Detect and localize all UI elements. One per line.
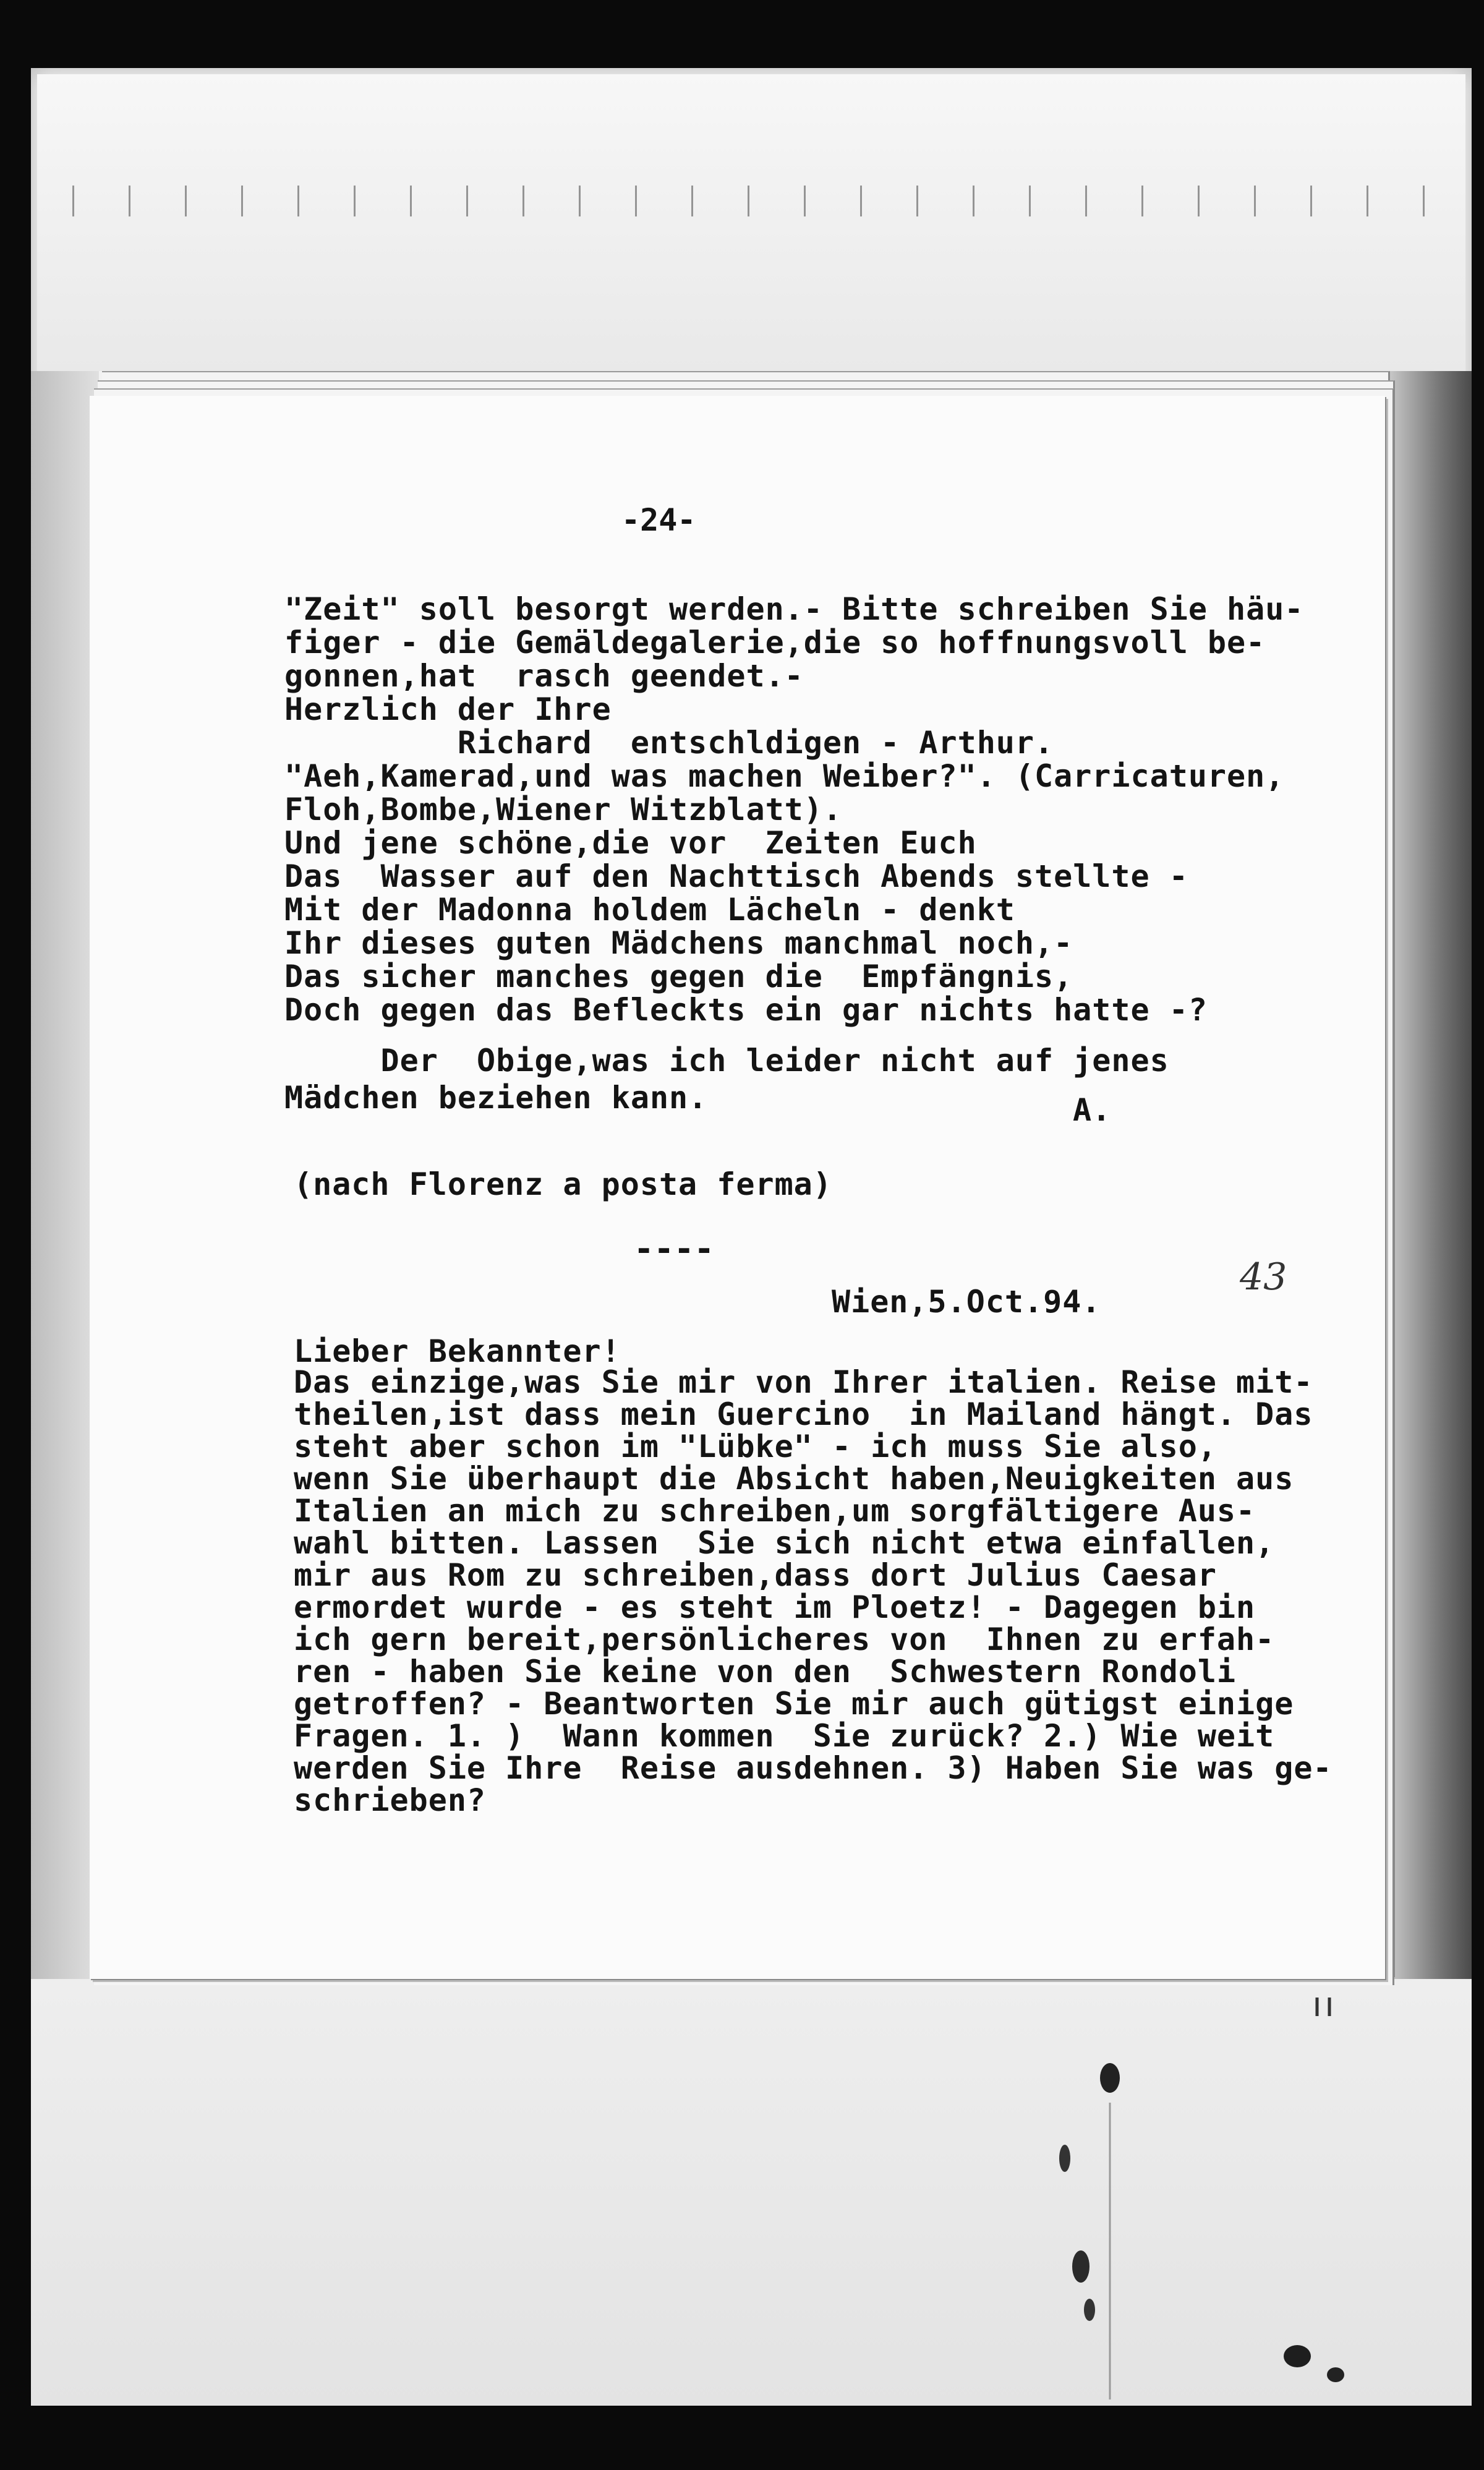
letter-one-line: Floh,Bombe,Wiener Witzblatt). [284, 792, 842, 827]
letter-two-line: wahl bitten. Lassen Sie sich nicht etwa einfallen, [294, 1525, 1275, 1561]
ink-spot [1084, 2299, 1095, 2321]
ink-spot [1100, 2063, 1120, 2093]
handwritten-page-number: 43 [1240, 1255, 1287, 1299]
letter-one-line: Das sicher manches gegen die Empfängnis, [284, 959, 1073, 994]
address-note: (nach Florenz a posta ferma) [294, 1166, 832, 1202]
letter-two-line: theilen,ist dass mein Guercino in Mailand hängt. Das [294, 1396, 1313, 1432]
letter-one-line: Richard entschldigen - Arthur. [284, 725, 1054, 761]
letter-two-line: getroffen? - Beantworten Sie mir auch gütigst einige [294, 1686, 1294, 1722]
postscript-line: Mädchen beziehen kann. [284, 1080, 708, 1116]
postscript-initial: A. [1073, 1092, 1112, 1128]
letter-one-line: gonnen,hat rasch geendet.- [284, 658, 804, 694]
letter-one-line: Doch gegen das Befleckts ein gar nichts hatte -? [284, 992, 1208, 1028]
letter-two-line: ermordet wurde - es steht im Ploetz! - Dagegen bin [294, 1589, 1256, 1625]
letter-one-line: Mit der Madonna holdem Lächeln - denkt [284, 892, 1015, 928]
ink-spot [1059, 2145, 1070, 2172]
letter-two-line: schrieben? [294, 1782, 487, 1818]
letter-one-line: "Zeit" soll besorgt werden.- Bitte schreiben Sie häu- [284, 591, 1304, 627]
letter-two-line: Das einzige,was Sie mir von Ihrer italien. Reise mit- [294, 1364, 1313, 1400]
ink-spot [1284, 2345, 1311, 2367]
letter-two-line: Lieber Bekannter! [294, 1333, 621, 1369]
ink-spot [1327, 2367, 1344, 2382]
letter-two-line: wenn Sie überhaupt die Absicht haben,Neuigkeiten aus [294, 1461, 1294, 1497]
letter-two-line: Fragen. 1. ) Wann kommen Sie zurück? 2.) Wie weit [294, 1718, 1275, 1754]
letter-one-line: "Aeh,Kamerad,und was machen Weiber?". (Carricaturen, [284, 758, 1285, 794]
letter-one-line: Das Wasser auf den Nachttisch Abends stellte - [284, 858, 1188, 894]
page-number: -24- [621, 502, 696, 538]
letter-two-line: mir aus Rom zu schreiben,dass dort Julius Caesar [294, 1557, 1217, 1593]
letter-one-line: Ihr dieses guten Mädchens manchmal noch,- [284, 925, 1073, 961]
letter-two-line: Italien an mich zu schreiben,um sorgfältigere Aus- [294, 1493, 1256, 1529]
letter-two-line: steht aber schon im "Lübke" - ich muss Sie also, [294, 1429, 1217, 1464]
postscript-line: Der Obige,was ich leider nicht auf jenes [284, 1043, 1169, 1079]
letter-two-line: ich gern bereit,persönlicheres von Ihnen zu erfah- [294, 1622, 1275, 1657]
letter-two-line: werden Sie Ihre Reise ausdehnen. 3) Haben Sie was ge- [294, 1750, 1333, 1786]
ink-spot [1072, 2250, 1090, 2283]
letter-separator: ---- [634, 1229, 715, 1268]
letter-one-line: Herzlich der Ihre [284, 691, 612, 727]
letter-two-line: ren - haben Sie keine von den Schwestern Rondoli [294, 1654, 1237, 1690]
letter-one-line: Und jene schöne,die vor Zeiten Euch [284, 825, 977, 861]
date-line: Wien,5.Oct.94. [832, 1284, 1101, 1320]
letter-one-line: figer - die Gemäldegalerie,die so hoffnungsvoll be- [284, 625, 1266, 660]
